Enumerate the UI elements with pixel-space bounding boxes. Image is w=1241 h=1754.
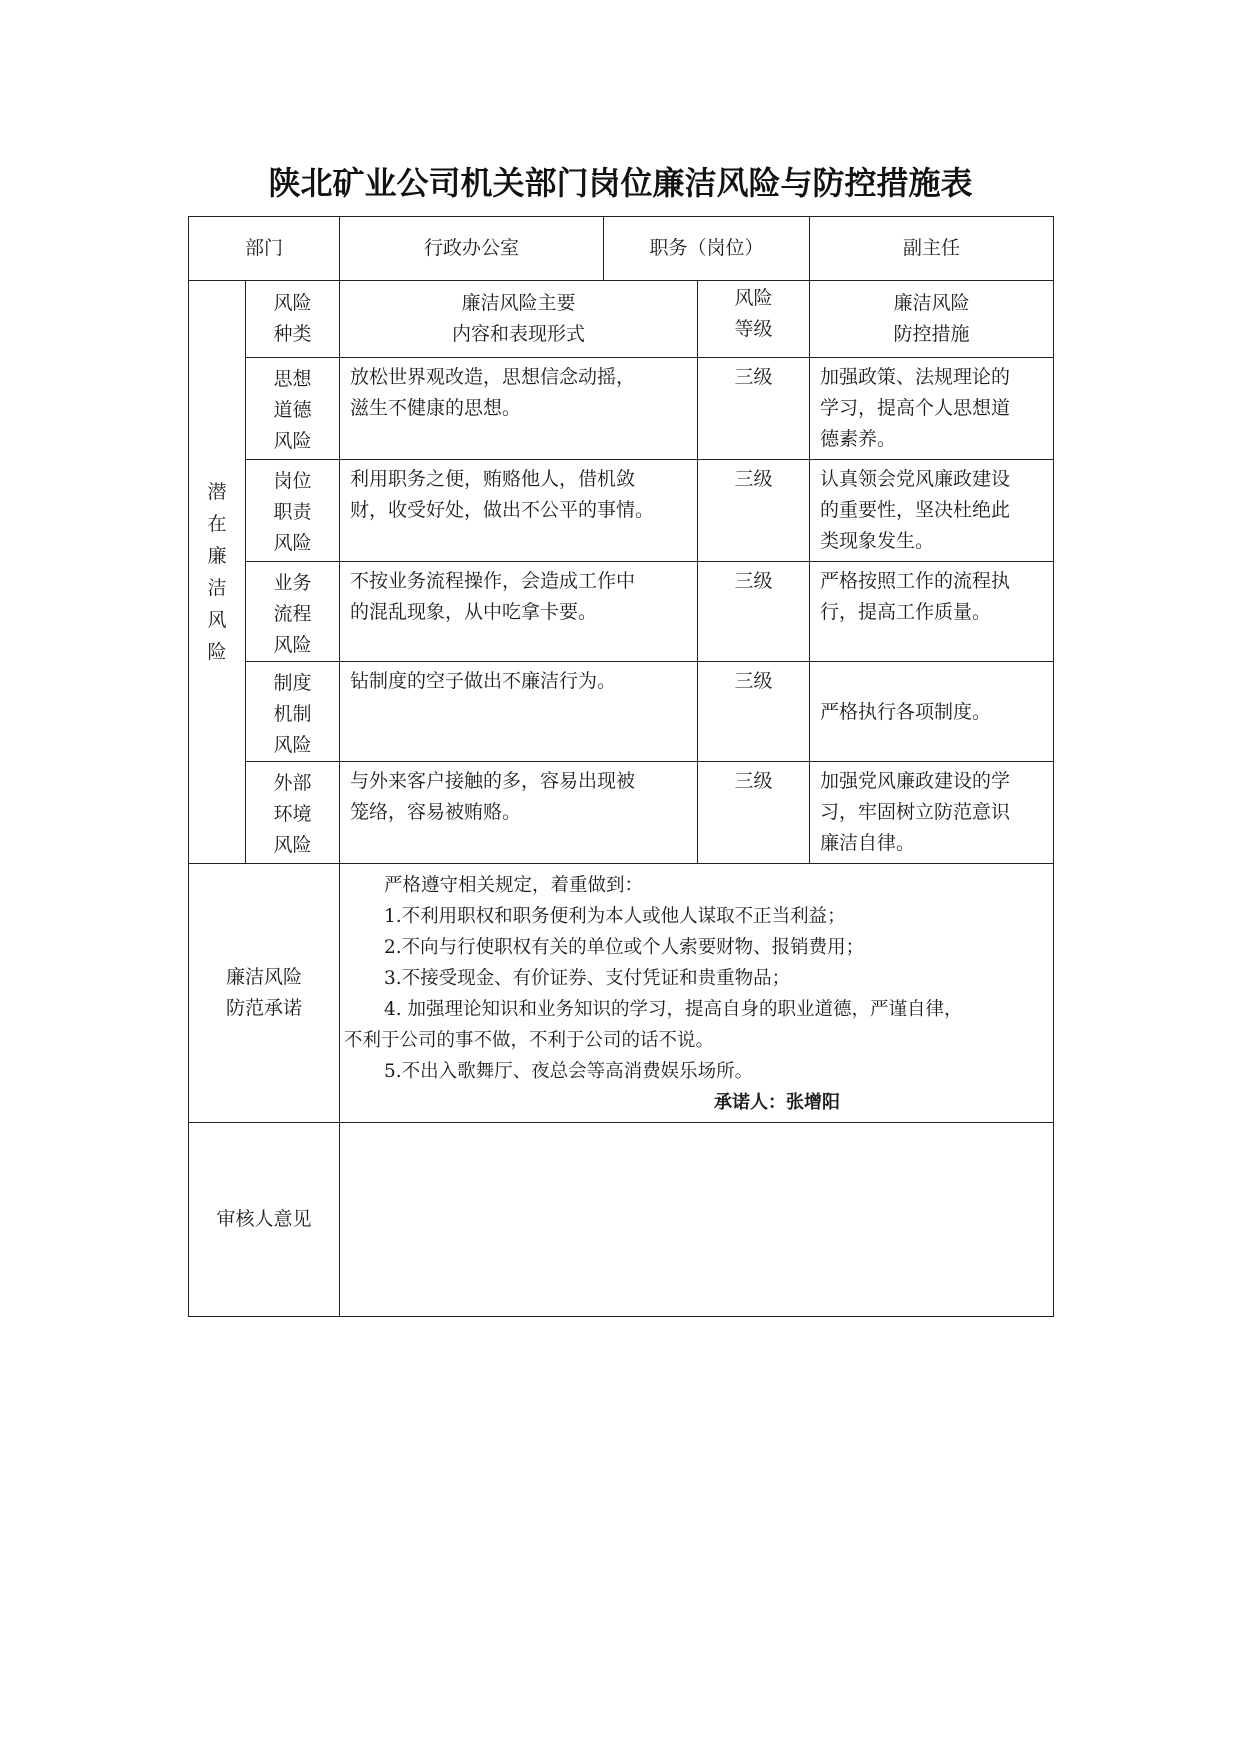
col-risk-level: 风险 等级 xyxy=(698,281,810,358)
risk-content: 不按业务流程操作，会造成工作中 的混乱现象，从中吃拿卡要。 xyxy=(340,562,698,662)
risk-content: 钻制度的空子做出不廉洁行为。 xyxy=(340,662,698,762)
risk-type: 外部 环境 风险 xyxy=(246,762,340,864)
promise-item: 5.不出入歌舞厅、夜总会等高消费娱乐场所。 xyxy=(384,1061,754,1082)
risk-measure: 严格按照工作的流程执 行，提高工作质量。 xyxy=(810,562,1054,662)
col-risk-measure: 廉洁风险 防控措施 xyxy=(810,281,1054,358)
col-risk-type: 风险 种类 xyxy=(246,281,340,358)
review-opinion-field[interactable] xyxy=(340,1123,1054,1317)
promise-item: 4. 加强理论知识和业务知识的学习，提高自身的职业道德，严谨自律， xyxy=(384,999,963,1020)
table-row xyxy=(189,662,1054,762)
risk-level: 三级 xyxy=(698,662,810,762)
risk-measure: 严格执行各项制度。 xyxy=(810,662,1054,762)
promise-intro: 严格遵守相关规定，着重做到： xyxy=(384,875,644,896)
risk-content: 放松世界观改造，思想信念动摇， 滋生不健康的思想。 xyxy=(340,358,698,460)
risk-content: 利用职务之便，贿赂他人，借机敛 财，收受好处，做出不公平的事情。 xyxy=(340,460,698,562)
promise-item: 2.不向与行使职权有关的单位或个人索要财物、报销费用； xyxy=(384,937,865,958)
risk-form-table xyxy=(188,216,1054,1317)
col-risk-content: 廉洁风险主要 内容和表现形式 xyxy=(340,281,698,358)
risk-type: 业务 流程 风险 xyxy=(246,562,340,662)
risk-level: 三级 xyxy=(698,762,810,864)
promise-row xyxy=(189,864,1054,1123)
risk-type: 制度 机制 风险 xyxy=(246,662,340,762)
promise-item-continued: 不利于公司的事不做，不利于公司的话不说。 xyxy=(344,1030,715,1051)
review-row xyxy=(189,1123,1054,1317)
risk-side-label: 潜 在 廉 洁 风 险 xyxy=(189,281,246,864)
dept-value: 行政办公室 xyxy=(340,217,604,281)
promise-content xyxy=(340,864,1054,1123)
table-row xyxy=(189,460,1054,562)
risk-measure: 认真领会党风廉政建设 的重要性，坚决杜绝此 类现象发生。 xyxy=(810,460,1054,562)
page-title: 陕北矿业公司机关部门岗位廉洁风险与防控措施表 xyxy=(268,164,973,202)
risk-level: 三级 xyxy=(698,358,810,460)
dept-label: 部门 xyxy=(189,217,340,281)
review-label: 审核人意见 xyxy=(189,1123,340,1317)
table-row xyxy=(189,762,1054,864)
table-row xyxy=(189,358,1054,460)
promise-signer: 承诺人：张增阳 xyxy=(714,1092,841,1113)
risk-measure: 加强政策、法规理论的 学习，提高个人思想道 德素养。 xyxy=(810,358,1054,460)
promise-item: 3.不接受现金、有价证券、支付凭证和贵重物品； xyxy=(384,968,791,989)
risk-content: 与外来客户接触的多，容易出现被 笼络，容易被贿赂。 xyxy=(340,762,698,864)
position-value: 副主任 xyxy=(810,217,1054,281)
table-row xyxy=(189,562,1054,662)
promise-label: 廉洁风险 防范承诺 xyxy=(189,864,340,1123)
position-label: 职务（岗位） xyxy=(604,217,810,281)
risk-level: 三级 xyxy=(698,562,810,662)
risk-type: 思想 道德 风险 xyxy=(246,358,340,460)
risk-column-header-row xyxy=(189,281,1054,358)
promise-item: 1.不利用职权和职务便利为本人或他人谋取不正当利益； xyxy=(384,906,846,927)
risk-measure: 加强党风廉政建设的学 习，牢固树立防范意识 廉洁自律。 xyxy=(810,762,1054,864)
risk-level: 三级 xyxy=(698,460,810,562)
risk-type: 岗位 职责 风险 xyxy=(246,460,340,562)
header-row xyxy=(189,217,1054,281)
